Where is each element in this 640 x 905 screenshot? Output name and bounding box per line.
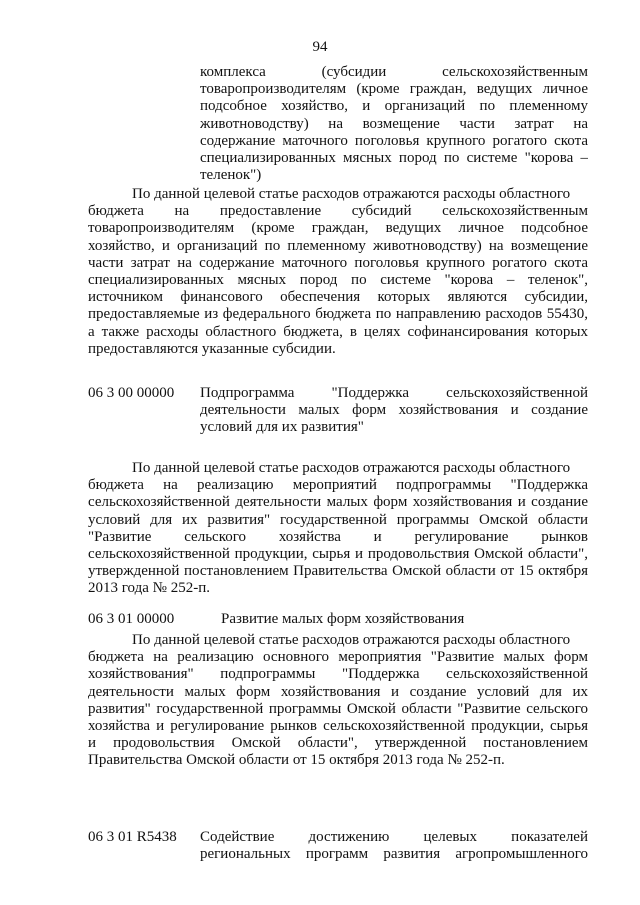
para1-line: части затрат на содержание маточного поголовья крупного рогатого скота: [88, 254, 588, 271]
page-number: 94: [312, 39, 328, 55]
para2-line: 2013 года № 252-п.: [88, 580, 210, 597]
para3-line: бюджета на реализацию основного мероприятия "Развитие малых форм: [88, 649, 588, 666]
para1-line: бюджета на предоставление субсидий сельскохозяйственным: [88, 203, 588, 220]
para2-line: "Развитие сельского хозяйства и регулирование рынков: [88, 528, 588, 545]
sec3_title-line: региональных программ развития агропромышленного: [200, 846, 588, 863]
continued-section-title: [200, 64, 588, 184]
para1-line: а также расходы областного бюджета, в целях софинансирования которых: [88, 323, 588, 340]
para1-line: специализированных мясных пород по системе "корова – теленок",: [88, 271, 588, 288]
para2-line: утвержденной постановлением Правительства Омской области от 15 октября: [88, 563, 588, 580]
cont_title-line: товаропроизводителям (кроме граждан, ведущих личное: [200, 81, 588, 98]
para3-line: Правительства Омской области от 15 октября 2013 года № 252-п.: [88, 752, 505, 769]
paragraph-1: [88, 186, 588, 358]
cont_title-line: животноводству) на возмещение части затрат на: [200, 115, 588, 132]
para1-line: предоставляемые из федерального бюджета по направлению расходов 55430,: [88, 306, 588, 323]
para1-line: хозяйство, и организаций по племенному животноводству) на возмещение: [88, 237, 588, 254]
cont_title-line: подсобное хозяйство, и организаций по племенному: [200, 98, 588, 115]
section-title-small-farms: [221, 611, 588, 628]
para3-line: и продовольствия Омской области", утвержденной постановлением: [88, 735, 588, 752]
para3-line: По данной целевой статье расходов отражаются расходы областного: [132, 632, 571, 648]
section-code-06-3-00-00000: 06 3 00 00000: [88, 385, 175, 401]
cont_title-line: специализированных мясных пород по системе "корова –: [200, 149, 588, 166]
para3-line: развития" государственной программы Омской области "Развитие сельского: [88, 700, 588, 717]
para2-line: По данной целевой статье расходов отражаются расходы областного: [132, 460, 571, 476]
section-title-subprogram: [200, 385, 588, 437]
paragraph-3: [88, 632, 588, 770]
sec3_title-line: Содействие достижению целевых показателей: [200, 829, 588, 845]
para2-line: сельскохозяйственной продукции, сырья и продовольствия Омской области",: [88, 545, 588, 562]
section-code-06-3-01-R5438: 06 3 01 R5438: [88, 829, 177, 845]
sec1_title-line: деятельности малых форм хозяйствования и создание: [200, 402, 588, 419]
para3-line: хозяйствования" подпрограммы "Поддержка сельскохозяйственной: [88, 666, 588, 683]
para3-line: деятельности малых форм хозяйствования и создание условий для их: [88, 683, 588, 700]
para3-line: хозяйства и регулирование рынков сельскохозяйственной продукции, сырья: [88, 717, 588, 734]
cont_title-line: теленок"): [200, 167, 262, 184]
para1-line: По данной целевой статье расходов отражаются расходы областного: [132, 186, 571, 202]
cont_title-line: комплекса (субсидии сельскохозяйственным: [200, 64, 588, 80]
para2-line: условий для их развития" государственной программы Омской области: [88, 511, 588, 528]
para2-line: сельскохозяйственной деятельности малых форм хозяйствования и создание: [88, 494, 588, 511]
para1-line: предоставляются указанные субсидии.: [88, 340, 336, 357]
para2-line: бюджета на реализацию мероприятий подпрограммы "Поддержка: [88, 477, 588, 494]
para1-line: источником финансового обеспечения которых являются субсидии,: [88, 289, 588, 306]
sec2_title-line: Развитие малых форм хозяйствования: [221, 611, 465, 627]
para1-line: товаропроизводителям (кроме граждан, ведущих личное подсобное: [88, 220, 588, 237]
sec1_title-line: Подпрограмма "Поддержка сельскохозяйственной: [200, 385, 588, 401]
section-title-agro-targets: [200, 829, 588, 863]
section-code-06-3-01-00000: 06 3 01 00000: [88, 611, 175, 627]
sec1_title-line: условий для их развития": [200, 419, 364, 436]
cont_title-line: содержание маточного поголовья крупного рогатого скота: [200, 132, 588, 149]
paragraph-2: [88, 460, 588, 598]
